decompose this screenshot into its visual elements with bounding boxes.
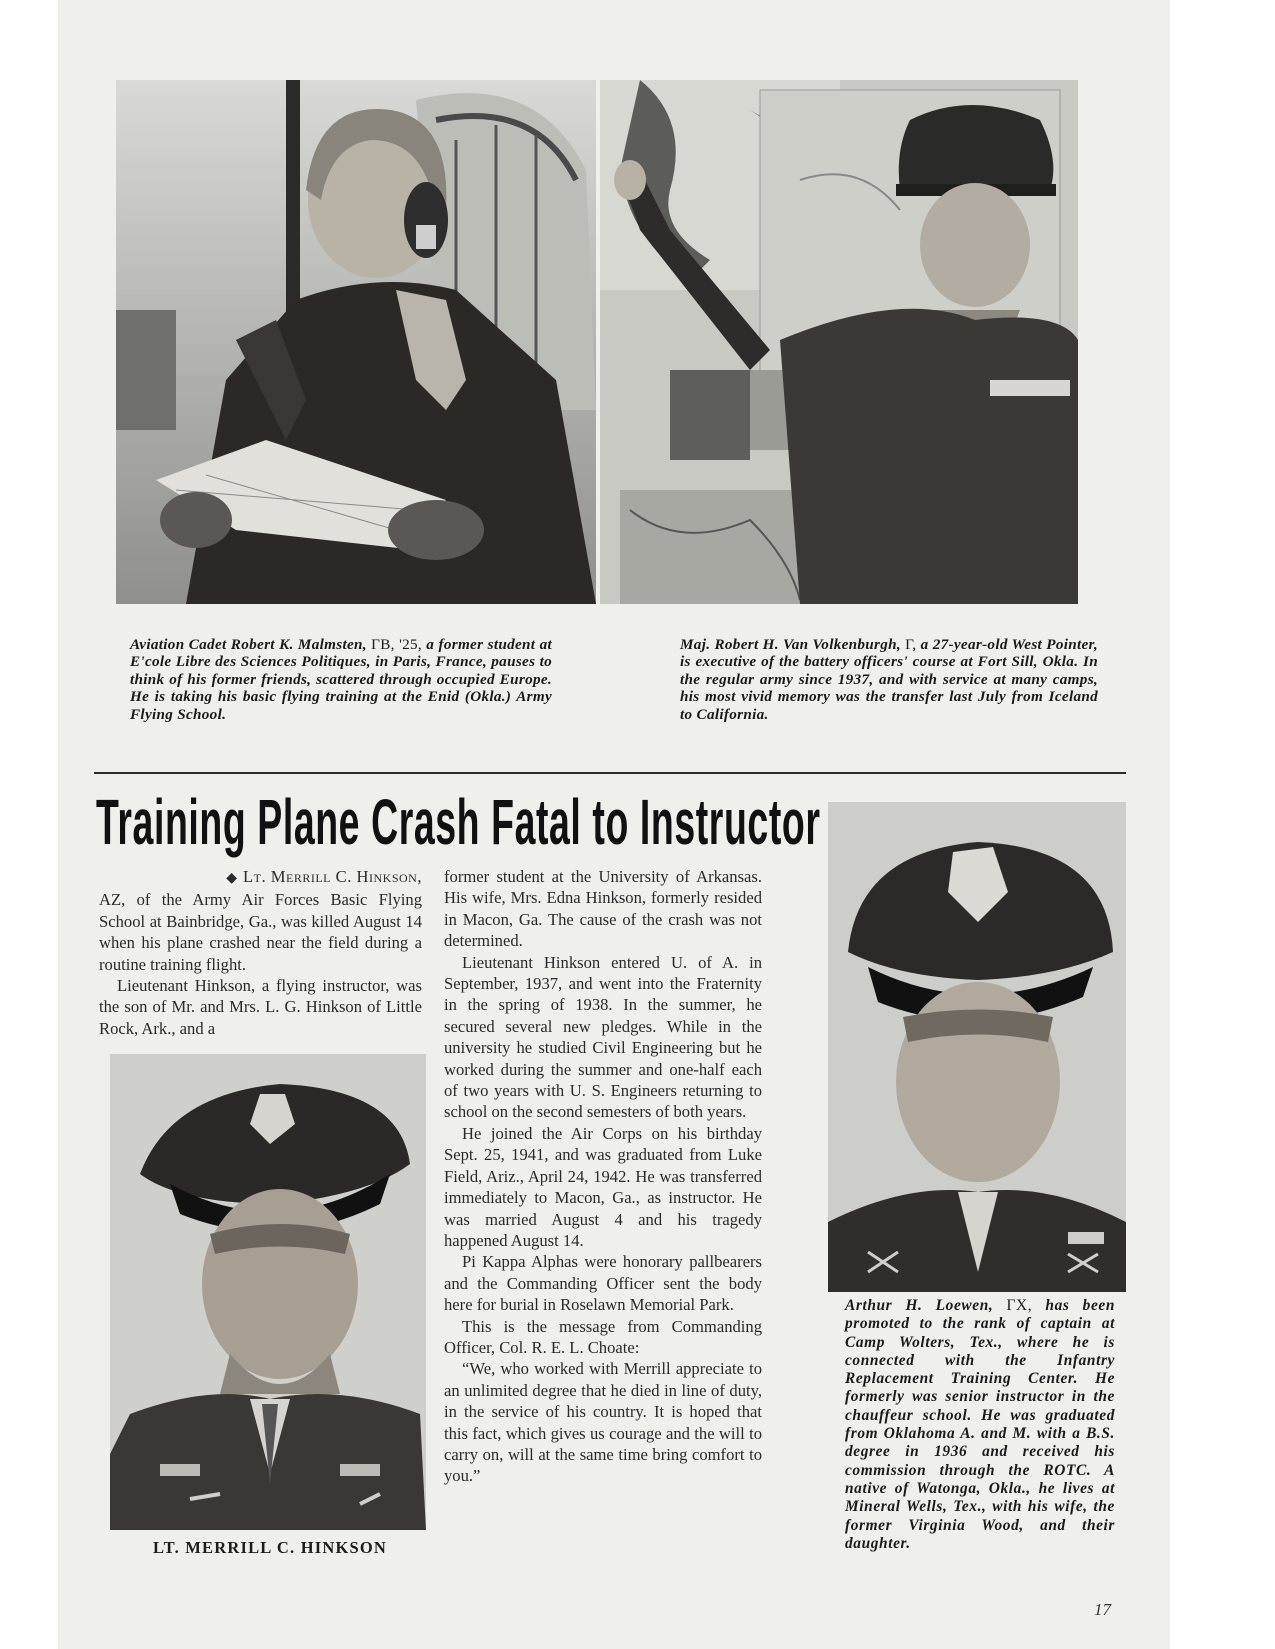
van-volkenburgh-photo [600,80,1078,604]
malmsten-caption-name: Aviation Cadet Robert K. Malmsten, [130,636,367,653]
malmsten-chapter: ΓΒ, '25, [366,636,422,653]
body-paragraph: Lieutenant Hinkson entered U. of A. in September, 1937, and went into the Fraternity in the spring of 1938. In the summer, he secured several new pledges. While in the university he studied Civil Engineering but he worked during the summer and one-half each of two years with U. S. Engineers returning to school on the second semesters of both years. [444,952,762,1122]
lead-paragraph [99,866,422,975]
malmsten-photo [116,80,596,604]
loewen-caption [845,1297,1115,1553]
body-paragraph: former student at the University of Arkansas. His wife, Mrs. Edna Hinkson, formerly resided in Macon, Ga. The cause of the crash was not determined. [444,867,762,951]
quote-paragraph: “We, who worked with Merrill appreciate to an unlimited degree that he died in line of duty, in the service of his country. It is hoped that this fact, which gives us courage and the will to carry on, will at the same time bring comfort to you.” [444,1359,762,1486]
article-column-2 [444,866,762,1487]
loewen-caption-name: Arthur H. Loewen, [845,1297,994,1314]
article-column-1 [99,866,422,1039]
hinkson-photo [110,1054,426,1530]
body-paragraph: This is the message from Commanding Officer, Col. R. E. L. Choate: [444,1316,762,1357]
major-at-map-image [600,80,1078,604]
van-volkenburgh-caption-text: a 27-year-old West Pointer, is executive of the battery officers' course at Fort Sill, Okla. In the regular army since 1937, and with service at many camps, his most vivid memory was the transfer last July from Iceland to California. [680,636,1099,723]
malmsten-caption [130,636,552,723]
section-divider [94,772,1126,774]
loewen-portrait-image [828,802,1126,1292]
loewen-photo [828,802,1126,1292]
article-headline: Training Plane Crash Fatal to Instructor [96,786,821,858]
loewen-caption-text: has been promoted to the rank of captain at Camp Wolters, Tex., where he is connected with the Infantry Replacement Training Center. He formerly was senior instructor in the chauffeur school. He was graduated from Oklahoma A. and M. with a B.S. degree in 1936 and received his commission through the ROTC. A native of Watonga, Okla., he lives at Mineral Wells, Tex., with his wife, the former Virginia Wood, and their daughter. [845,1297,1115,1552]
hinkson-photo-label: LT. MERRILL C. HINKSON [152,1538,388,1557]
van-volkenburgh-caption [680,636,1098,723]
malmsten-caption-text: a former student at E'cole Libre des Sciences Politiques, in Paris, France, pauses to think of his former friends, scattered through occupied Europe. He is taking his basic flying training at the Enid (Okla.) Army Flying School. [130,636,552,723]
body-paragraph: Pi Kappa Alphas were honorary pallbearers and the Commanding Officer sent the body here for burial in Roselawn Memorial Park. [444,1252,762,1315]
diamond-bullet-icon: ◆ [226,871,237,886]
body-paragraph: Lieutenant Hinkson, a flying instructor, was the son of Mr. and Mrs. L. G. Hinkson of Little Rock, Ark., and a [99,976,422,1038]
body-paragraph: He joined the Air Corps on his birthday Sept. 25, 1941, and was graduated from Luke Field, Ariz., April 24, 1942. He was transferred immediately to Macon, Ga., as instructor. He was married August 4 and his tragedy happened August 14. [444,1123,762,1250]
van-volkenburgh-caption-name: Maj. Robert H. Van Volkenburgh, [680,636,901,653]
loewen-chapter: ΓΧ, [993,1297,1033,1314]
aviation-cadet-image [116,80,596,604]
van-volkenburgh-chapter: Γ, [900,636,917,653]
hinkson-portrait-image [110,1054,426,1530]
lead-text: AZ, of the Army Air Forces Basic Flying School at Bainbridge, Ga., was killed August 14 when his plane crashed near the field during a routine training flight. [99,890,422,974]
lead-name: Lt. Merrill C. Hinkson, [243,867,422,886]
page-number: 17 [1094,1600,1111,1619]
